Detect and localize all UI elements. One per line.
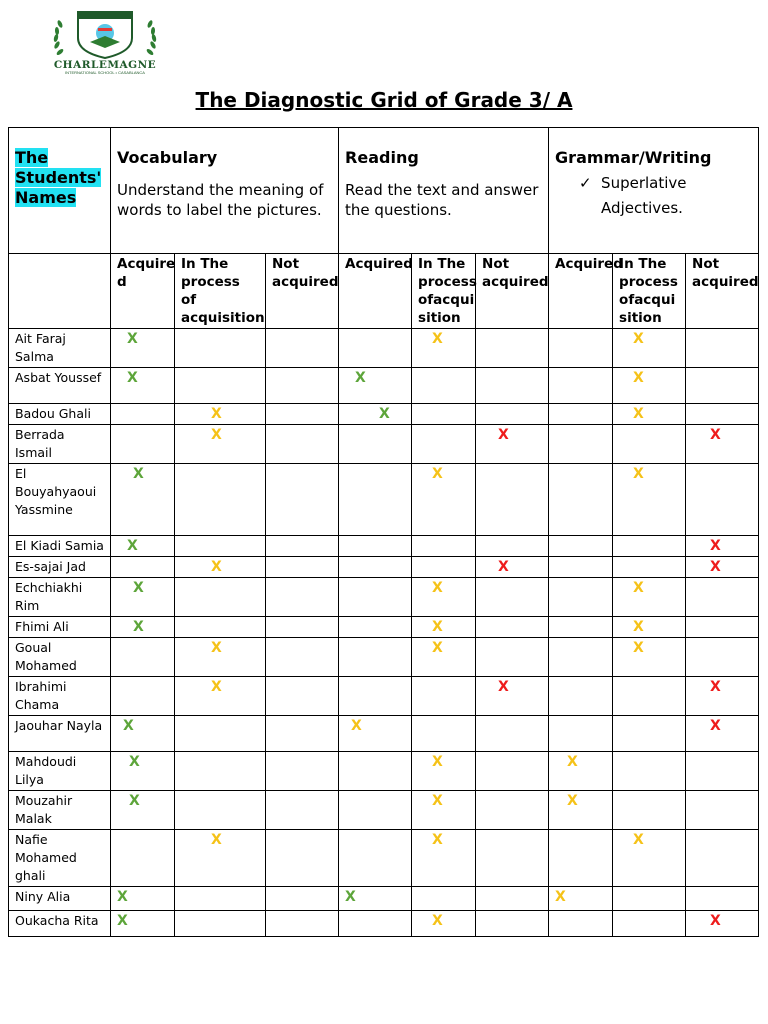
mark-x-icon: X (432, 793, 443, 809)
grammar-not-acquired-cell (686, 887, 759, 911)
grammar-in-process-cell (613, 752, 686, 791)
vocabulary-not-acquired-cell (266, 368, 339, 404)
grammar-in-process-cell (613, 557, 686, 578)
mark-x-icon: X (633, 580, 644, 596)
student-row (9, 368, 759, 404)
student-row (9, 830, 759, 887)
grammar-in-process-cell (613, 716, 686, 752)
reading-acquired-header: Acquired (339, 254, 412, 329)
grammar-acquired-cell (549, 617, 613, 638)
grammar-not-acquired-cell (686, 368, 759, 404)
names-header-label: The Students' Names (15, 148, 102, 207)
student-name: Ait Faraj Salma (9, 329, 111, 368)
reading-in-process-cell (412, 752, 476, 791)
grammar-in-process-cell (613, 677, 686, 716)
vocabulary-not-acquired-cell (266, 638, 339, 677)
reading-in-process-cell (412, 578, 476, 617)
vocabulary-in-process-cell (175, 677, 266, 716)
grammar-acquired-cell (549, 557, 613, 578)
vocabulary-not-acquired-cell (266, 557, 339, 578)
mark-x-icon: X (710, 427, 721, 443)
vocabulary-in-process-cell (175, 887, 266, 911)
student-row (9, 791, 759, 830)
vocabulary-in-process-cell (175, 638, 266, 677)
vocabulary-in-process-cell (175, 791, 266, 830)
grammar-not-acquired-cell (686, 677, 759, 716)
mark-x-icon: X (710, 718, 721, 734)
student-name: Niny Alia (9, 887, 111, 911)
reading-not-acquired-cell (476, 617, 549, 638)
mark-x-icon: X (567, 793, 578, 809)
student-name: Mouzahir Malak (9, 791, 111, 830)
mark-x-icon: X (567, 754, 578, 770)
vocabulary-acquired-cell (111, 404, 175, 425)
grammar-not-acquired-header: Not acquired (686, 254, 759, 329)
vocabulary-not-acquired-cell (266, 425, 339, 464)
vocabulary-acquired-cell (111, 791, 175, 830)
grammar-in-process-cell (613, 887, 686, 911)
student-row (9, 404, 759, 425)
student-name: El Bouyahyaoui Yassmine (9, 464, 111, 536)
grammar-acquired-cell (549, 638, 613, 677)
grammar-in-process-cell (613, 911, 686, 937)
student-name: Jaouhar Nayla (9, 716, 111, 752)
mark-x-icon: X (432, 913, 443, 929)
grammar-acquired-header: Acquired (549, 254, 613, 329)
vocabulary-in-process-cell (175, 830, 266, 887)
vocabulary-acquired-cell (111, 911, 175, 937)
reading-not-acquired-cell (476, 557, 549, 578)
student-row (9, 887, 759, 911)
vocab-in-process-header: In The process of acquisition (175, 254, 266, 329)
reading-not-acquired-cell (476, 536, 549, 557)
reading-not-acquired-header: Not acquired (476, 254, 549, 329)
vocabulary-not-acquired-cell (266, 404, 339, 425)
grammar-not-acquired-cell (686, 536, 759, 557)
grammar-in-process-cell (613, 830, 686, 887)
grammar-not-acquired-cell (686, 752, 759, 791)
vocab-not-acquired-header: Not acquired (266, 254, 339, 329)
mark-x-icon: X (498, 427, 509, 443)
reading-not-acquired-cell (476, 638, 549, 677)
vocabulary-not-acquired-cell (266, 464, 339, 536)
reading-in-process-cell (412, 329, 476, 368)
grammar-in-process-cell (613, 638, 686, 677)
grammar-header (549, 128, 759, 254)
reading-acquired-cell (339, 911, 412, 937)
student-name: Fhimi Ali (9, 617, 111, 638)
student-name: Echchiakhi Rim (9, 578, 111, 617)
grammar-in-process-cell (613, 536, 686, 557)
reading-not-acquired-cell (476, 887, 549, 911)
grammar-in-process-header: In The process ofacqui sition (613, 254, 686, 329)
grammar-acquired-cell (549, 791, 613, 830)
mark-x-icon: X (633, 832, 644, 848)
mark-x-icon: X (211, 427, 222, 443)
student-row (9, 716, 759, 752)
reading-in-process-cell (412, 617, 476, 638)
mark-x-icon: X (117, 889, 128, 905)
vocabulary-not-acquired-cell (266, 911, 339, 937)
grammar-not-acquired-cell (686, 425, 759, 464)
student-row (9, 329, 759, 368)
vocabulary-acquired-cell (111, 830, 175, 887)
vocabulary-in-process-cell (175, 911, 266, 937)
student-name: Badou Ghali (9, 404, 111, 425)
student-row (9, 617, 759, 638)
vocabulary-not-acquired-cell (266, 677, 339, 716)
grammar-acquired-cell (549, 464, 613, 536)
reading-not-acquired-cell (476, 830, 549, 887)
mark-x-icon: X (555, 889, 566, 905)
student-row (9, 911, 759, 937)
mark-x-icon: X (498, 679, 509, 695)
mark-x-icon: X (129, 754, 140, 770)
grammar-not-acquired-cell (686, 404, 759, 425)
grammar-not-acquired-cell (686, 578, 759, 617)
vocabulary-acquired-cell (111, 464, 175, 536)
vocabulary-not-acquired-cell (266, 791, 339, 830)
reading-acquired-cell (339, 716, 412, 752)
mark-x-icon: X (133, 466, 144, 482)
reading-acquired-cell (339, 830, 412, 887)
student-name: Berrada Ismail (9, 425, 111, 464)
vocabulary-not-acquired-cell (266, 536, 339, 557)
mark-x-icon: X (633, 370, 644, 386)
grammar-title: Grammar/Writing (555, 148, 712, 167)
student-row (9, 557, 759, 578)
grammar-acquired-cell (549, 329, 613, 368)
reading-in-process-header: In The process ofacqui sition (412, 254, 476, 329)
reading-acquired-cell (339, 638, 412, 677)
grammar-acquired-cell (549, 368, 613, 404)
vocabulary-acquired-cell (111, 329, 175, 368)
mark-x-icon: X (432, 466, 443, 482)
reading-in-process-cell (412, 536, 476, 557)
mark-x-icon: X (432, 832, 443, 848)
mark-x-icon: X (211, 640, 222, 656)
reading-acquired-cell (339, 425, 412, 464)
reading-not-acquired-cell (476, 911, 549, 937)
grammar-in-process-cell (613, 368, 686, 404)
vocabulary-not-acquired-cell (266, 830, 339, 887)
grammar-acquired-cell (549, 830, 613, 887)
vocabulary-acquired-cell (111, 536, 175, 557)
vocabulary-in-process-cell (175, 752, 266, 791)
student-name: Asbat Youssef (9, 368, 111, 404)
vocab-acquired-header: Acquire d (111, 254, 175, 329)
reading-acquired-cell (339, 791, 412, 830)
mark-x-icon: X (211, 832, 222, 848)
reading-acquired-cell (339, 617, 412, 638)
grammar-not-acquired-cell (686, 791, 759, 830)
reading-title: Reading (345, 148, 419, 167)
reading-acquired-cell (339, 404, 412, 425)
grammar-bullet-text: Superlative Adjectives. (601, 174, 687, 217)
reading-not-acquired-cell (476, 329, 549, 368)
mark-x-icon: X (498, 559, 509, 575)
checkmark-icon: ✓ (579, 174, 592, 192)
reading-not-acquired-cell (476, 752, 549, 791)
vocabulary-acquired-cell (111, 617, 175, 638)
grammar-acquired-cell (549, 887, 613, 911)
logo-school-subtitle: INTERNATIONAL SCHOOL • CASABLANCA (65, 70, 145, 75)
reading-acquired-cell (339, 329, 412, 368)
reading-in-process-cell (412, 425, 476, 464)
grammar-not-acquired-cell (686, 911, 759, 937)
mark-x-icon: X (432, 754, 443, 770)
vocabulary-not-acquired-cell (266, 887, 339, 911)
mark-x-icon: X (710, 679, 721, 695)
reading-not-acquired-cell (476, 464, 549, 536)
reading-in-process-cell (412, 677, 476, 716)
grammar-acquired-cell (549, 578, 613, 617)
vocabulary-in-process-cell (175, 536, 266, 557)
vocabulary-acquired-cell (111, 638, 175, 677)
reading-in-process-cell (412, 911, 476, 937)
vocabulary-in-process-cell (175, 329, 266, 368)
mark-x-icon: X (633, 466, 644, 482)
vocabulary-acquired-cell (111, 887, 175, 911)
reading-acquired-cell (339, 368, 412, 404)
vocabulary-acquired-cell (111, 557, 175, 578)
reading-description: Read the text and answer the questions. (345, 181, 539, 219)
mark-x-icon: X (633, 640, 644, 656)
vocabulary-description: Understand the meaning of words to label the pictures. (117, 181, 324, 219)
reading-acquired-cell (339, 536, 412, 557)
vocabulary-not-acquired-cell (266, 329, 339, 368)
student-name: Goual Mohamed (9, 638, 111, 677)
vocabulary-acquired-cell (111, 425, 175, 464)
mark-x-icon: X (710, 559, 721, 575)
vocabulary-not-acquired-cell (266, 578, 339, 617)
vocabulary-acquired-cell (111, 752, 175, 791)
mark-x-icon: X (432, 580, 443, 596)
vocabulary-acquired-cell (111, 578, 175, 617)
student-name: El Kiadi Samia (9, 536, 111, 557)
mark-x-icon: X (633, 331, 644, 347)
reading-acquired-cell (339, 752, 412, 791)
reading-in-process-cell (412, 368, 476, 404)
vocabulary-in-process-cell (175, 425, 266, 464)
reading-acquired-cell (339, 464, 412, 536)
grammar-bullet (555, 171, 752, 221)
mark-x-icon: X (351, 718, 362, 734)
vocabulary-acquired-cell (111, 368, 175, 404)
reading-in-process-cell (412, 404, 476, 425)
vocabulary-in-process-cell (175, 464, 266, 536)
student-name: Ibrahimi Chama (9, 677, 111, 716)
reading-in-process-cell (412, 887, 476, 911)
school-logo (40, 8, 170, 74)
subheader-row (9, 254, 759, 329)
grammar-not-acquired-cell (686, 617, 759, 638)
reading-header (339, 128, 549, 254)
vocabulary-header (111, 128, 339, 254)
mark-x-icon: X (127, 370, 138, 386)
student-name: Oukacha Rita (9, 911, 111, 937)
mark-x-icon: X (633, 406, 644, 422)
grammar-acquired-cell (549, 752, 613, 791)
grammar-in-process-cell (613, 791, 686, 830)
mark-x-icon: X (133, 619, 144, 635)
grammar-in-process-cell (613, 425, 686, 464)
reading-acquired-cell (339, 578, 412, 617)
grammar-in-process-cell (613, 578, 686, 617)
mark-x-icon: X (432, 619, 443, 635)
mark-x-icon: X (127, 538, 138, 554)
mark-x-icon: X (432, 331, 443, 347)
student-row (9, 752, 759, 791)
mark-x-icon: X (129, 793, 140, 809)
names-header (9, 128, 111, 254)
reading-not-acquired-cell (476, 791, 549, 830)
grammar-in-process-cell (613, 404, 686, 425)
mark-x-icon: X (133, 580, 144, 596)
mark-x-icon: X (211, 559, 222, 575)
vocabulary-acquired-cell (111, 716, 175, 752)
reading-acquired-cell (339, 677, 412, 716)
mark-x-icon: X (211, 679, 222, 695)
vocabulary-in-process-cell (175, 716, 266, 752)
grammar-acquired-cell (549, 536, 613, 557)
grammar-in-process-cell (613, 329, 686, 368)
student-row (9, 677, 759, 716)
reading-in-process-cell (412, 791, 476, 830)
mark-x-icon: X (432, 640, 443, 656)
reading-in-process-cell (412, 830, 476, 887)
vocabulary-in-process-cell (175, 404, 266, 425)
vocabulary-not-acquired-cell (266, 716, 339, 752)
mark-x-icon: X (379, 406, 390, 422)
subheader-empty (9, 254, 111, 329)
mark-x-icon: X (211, 406, 222, 422)
reading-in-process-cell (412, 716, 476, 752)
grammar-not-acquired-cell (686, 464, 759, 536)
vocabulary-in-process-cell (175, 368, 266, 404)
vocabulary-in-process-cell (175, 557, 266, 578)
student-row (9, 578, 759, 617)
mark-x-icon: X (345, 889, 356, 905)
student-name: Mahdoudi Lilya (9, 752, 111, 791)
grammar-in-process-cell (613, 464, 686, 536)
student-name: Nafie Mohamed ghali (9, 830, 111, 887)
student-row (9, 536, 759, 557)
grammar-acquired-cell (549, 425, 613, 464)
vocabulary-acquired-cell (111, 677, 175, 716)
reading-in-process-cell (412, 557, 476, 578)
mark-x-icon: X (633, 619, 644, 635)
vocabulary-in-process-cell (175, 617, 266, 638)
page-title: The Diagnostic Grid of Grade 3/ A (195, 88, 573, 112)
mark-x-icon: X (355, 370, 366, 386)
grammar-acquired-cell (549, 911, 613, 937)
grammar-not-acquired-cell (686, 638, 759, 677)
mark-x-icon: X (127, 331, 138, 347)
header-row (9, 128, 759, 254)
grammar-acquired-cell (549, 404, 613, 425)
reading-in-process-cell (412, 638, 476, 677)
reading-in-process-cell (412, 464, 476, 536)
reading-acquired-cell (339, 557, 412, 578)
reading-not-acquired-cell (476, 404, 549, 425)
mark-x-icon: X (117, 913, 128, 929)
logo-school-name: CHARLEMAGNE (53, 59, 157, 71)
grammar-acquired-cell (549, 716, 613, 752)
student-row (9, 638, 759, 677)
student-row (9, 425, 759, 464)
reading-acquired-cell (339, 887, 412, 911)
grammar-not-acquired-cell (686, 830, 759, 887)
mark-x-icon: X (123, 718, 134, 734)
grammar-not-acquired-cell (686, 329, 759, 368)
grammar-acquired-cell (549, 677, 613, 716)
logo-emblem-icon (40, 8, 170, 60)
student-name: Es-sajai Jad (9, 557, 111, 578)
vocabulary-not-acquired-cell (266, 617, 339, 638)
mark-x-icon: X (710, 913, 721, 929)
mark-x-icon: X (710, 538, 721, 554)
vocabulary-in-process-cell (175, 578, 266, 617)
grammar-in-process-cell (613, 617, 686, 638)
diagnostic-grid-table (8, 127, 759, 937)
grammar-not-acquired-cell (686, 557, 759, 578)
reading-not-acquired-cell (476, 368, 549, 404)
vocabulary-not-acquired-cell (266, 752, 339, 791)
student-row (9, 464, 759, 536)
reading-not-acquired-cell (476, 578, 549, 617)
grammar-not-acquired-cell (686, 716, 759, 752)
reading-not-acquired-cell (476, 716, 549, 752)
reading-not-acquired-cell (476, 425, 549, 464)
reading-not-acquired-cell (476, 677, 549, 716)
vocabulary-title: Vocabulary (117, 148, 218, 167)
